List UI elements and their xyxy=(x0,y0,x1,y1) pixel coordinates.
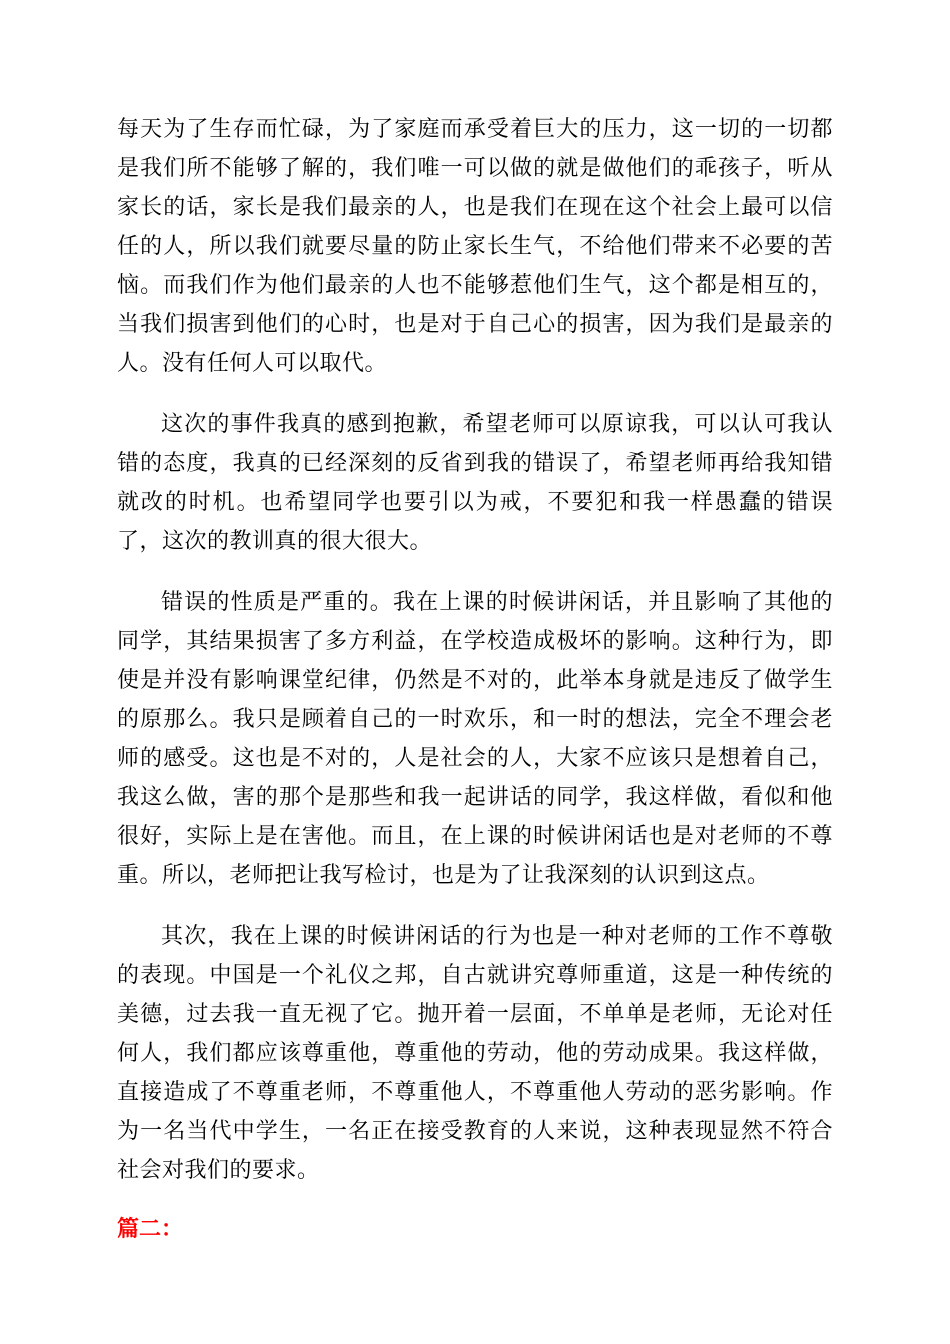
paragraph-continued: 每天为了生存而忙碌，为了家庭而承受着巨大的压力，这一切的一切都是我们所不能够了解的，我们唯一可以做的就是做他们的乖孩子，听从家长的话，家长是我们最亲的人，也是我们在现在这个社会上最可以信任的人，所以我们就要尽量的防止家长生气，不给他们带来不必要的苦恼。而我们作为他们最亲的人也不能够惹他们生气，这个都是相互的，当我们损害到他们的心时，也是对于自己心的损害，因为我们是最亲的人。没有任何人可以取代。 xyxy=(117,117,833,376)
paragraph-apology: 这次的事件我真的感到抱歉，希望老师可以原谅我，可以认可我认错的态度，我真的已经深刻的反省到我的错误了，希望老师再给我知错就改的时机。也希望同学也要引以为戒，不要犯和我一样愚蠢的错误了，这次的教训真的很大很大。 xyxy=(117,412,833,554)
section-heading: 篇二： xyxy=(117,1217,184,1242)
paragraph-respect: 其次，我在上课的时候讲闲话的行为也是一种对老师的工作不尊敬的表现。中国是一个礼仪之邦，自古就讲究尊师重道，这是一种传统的美德，过去我一直无视了它。抛开着一层面，不单单是老师，无论对任何人，我们都应该尊重他，尊重他的劳动，他的劳动成果。我这样做，直接造成了不尊重老师，不尊重他人，不尊重他人劳动的恶劣影响。作为一名当代中学生，一名正在接受教育的人来说，这种表现显然不符合社会对我们的要求。 xyxy=(117,924,833,1183)
paragraph-error-nature: 错误的性质是严重的。我在上课的时候讲闲话，并且影响了其他的同学，其结果损害了多方利益，在学校造成极坏的影响。这种行为，即使是并没有影响课堂纪律，仍然是不对的，此举本身就是违反了做学生的原那么。我只是顾着自己的一时欢乐，和一时的想法，完全不理会老师的感受。这也是不对的，人是社会的人，大家不应该只是想着自己，我这么做，害的那个是那些和我一起讲话的同学，我这样做，看似和他很好，实际上是在害他。而且，在上课的时候讲闲话也是对老师的不尊重。所以，老师把让我写检讨，也是为了让我深刻的认识到这点。 xyxy=(117,590,833,888)
document-body xyxy=(117,110,833,1248)
